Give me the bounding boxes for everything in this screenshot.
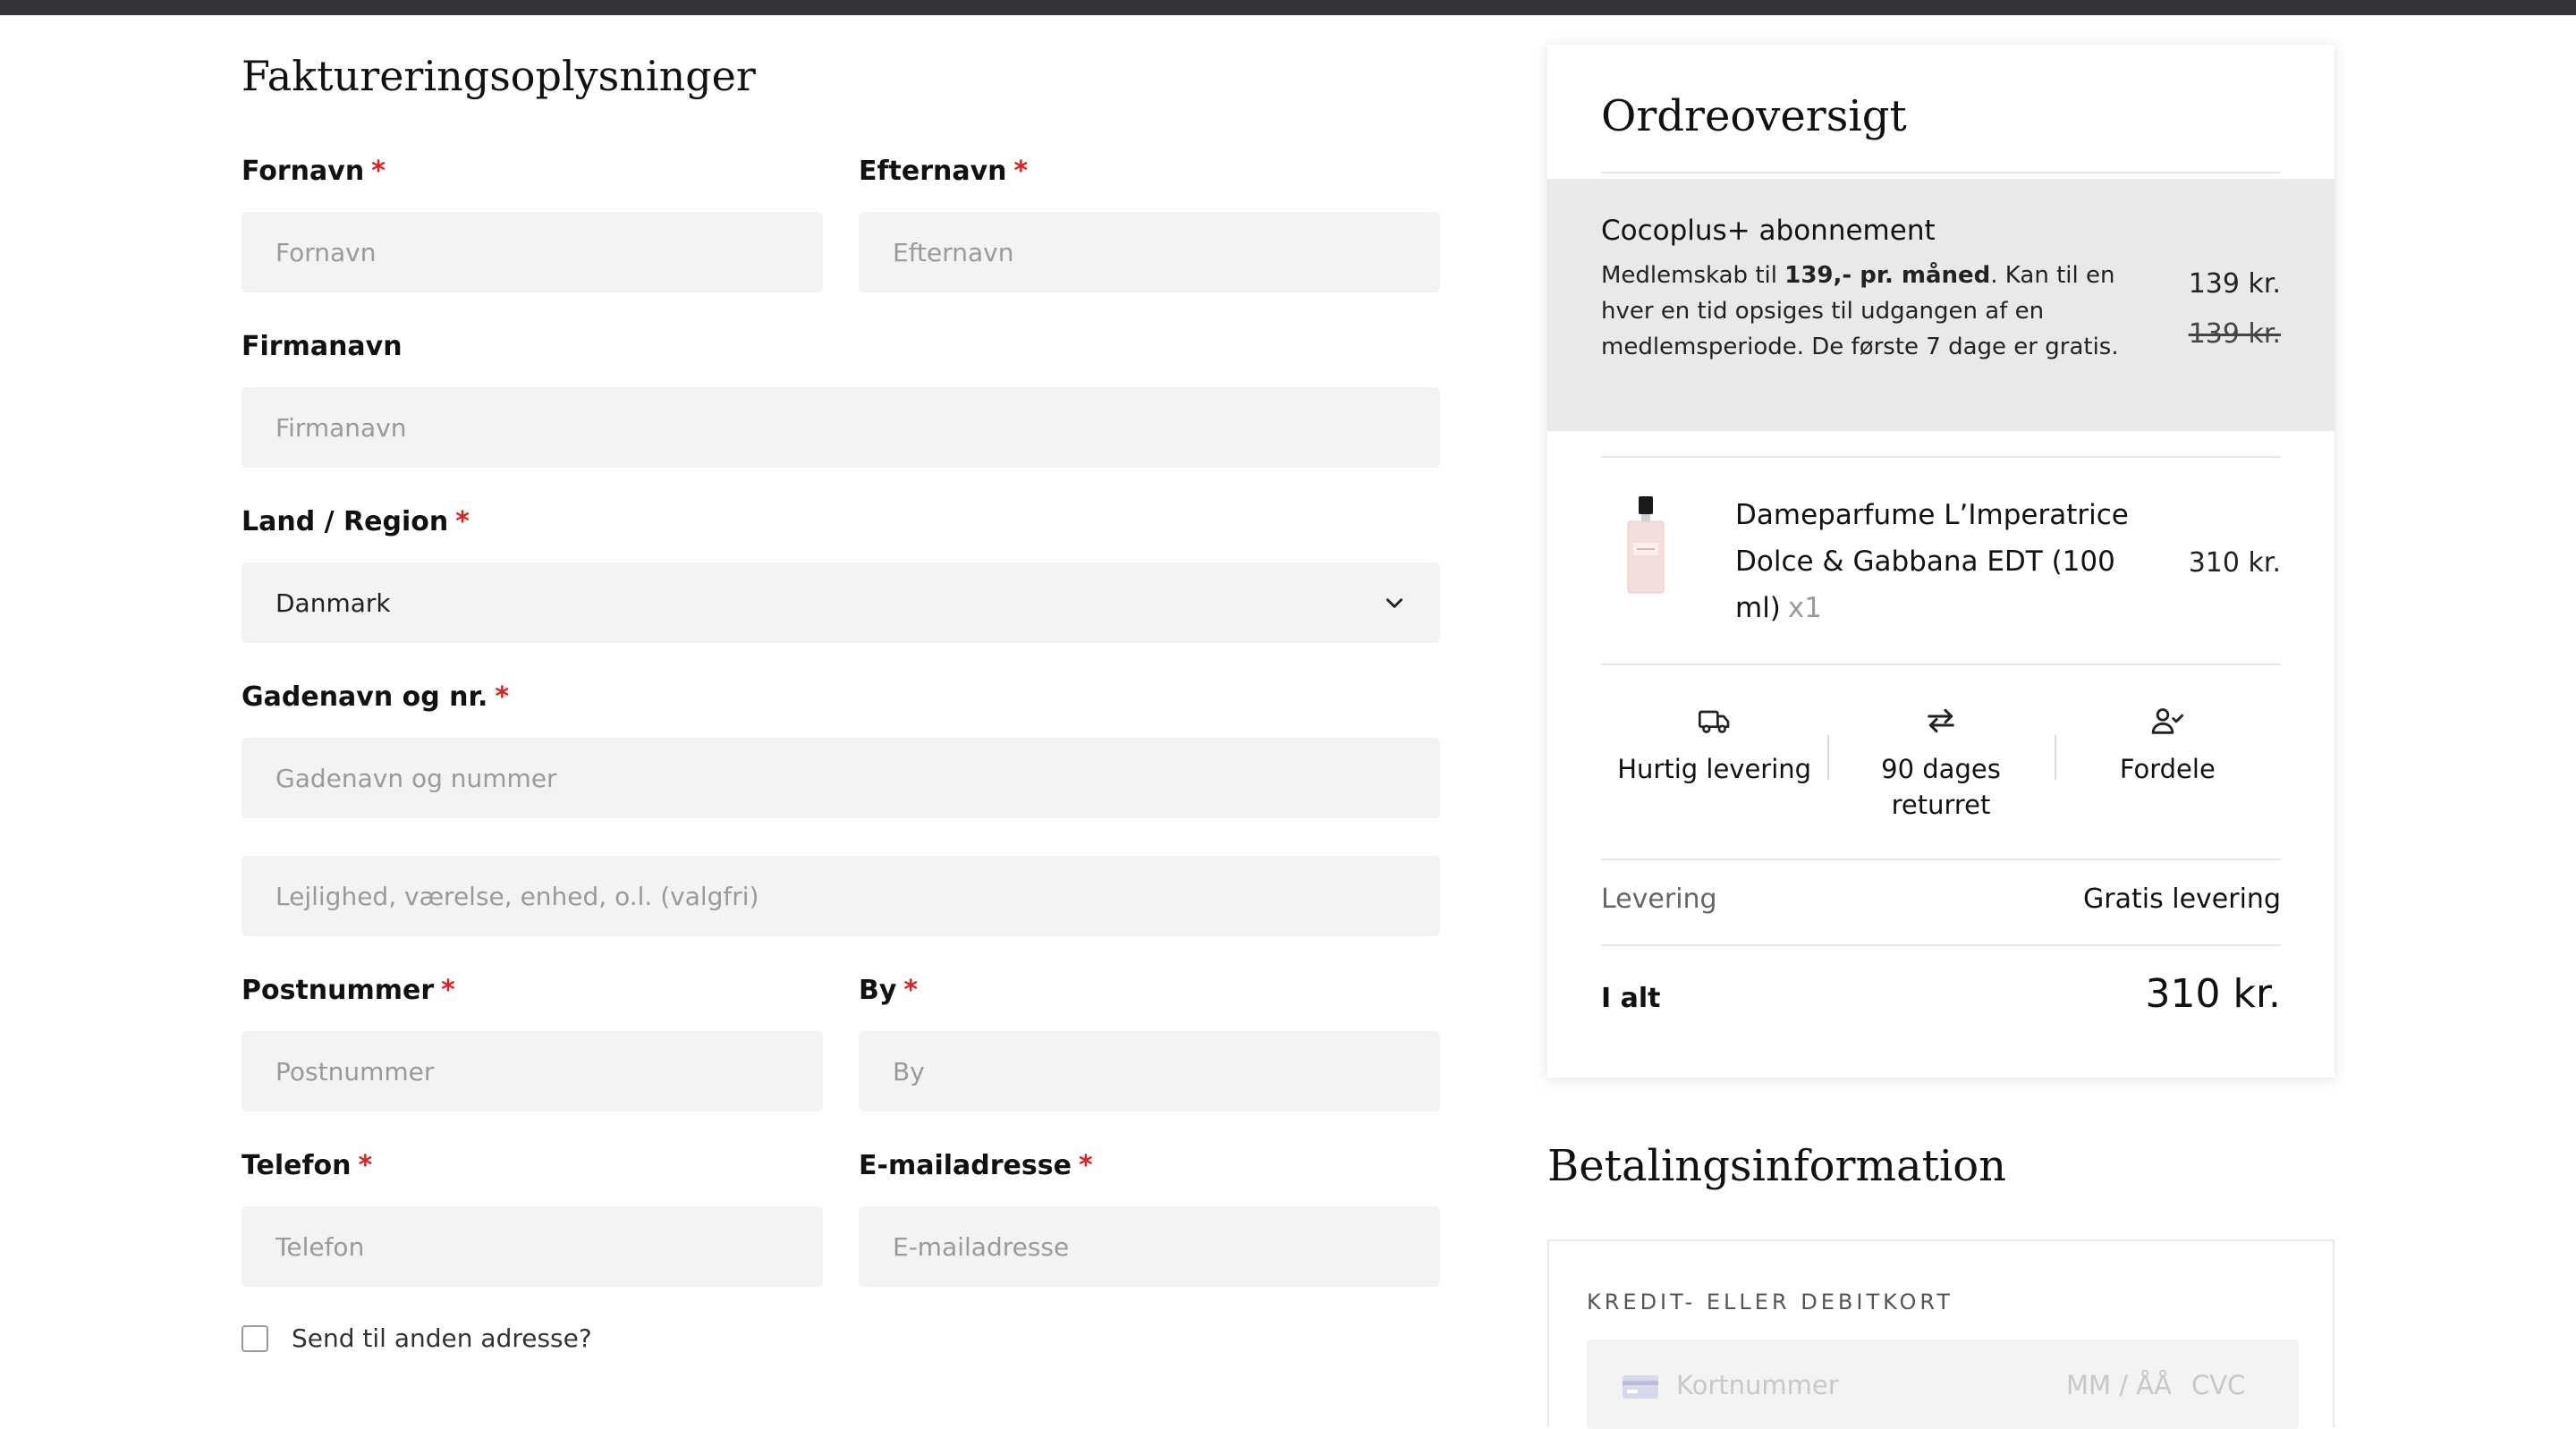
ship-elsewhere-checkbox[interactable] <box>242 1325 268 1352</box>
street-label: Gadenavn og nr. <box>242 681 488 713</box>
subscription-old-price: 139 kr. <box>2188 318 2281 350</box>
email-field <box>859 1148 1093 1184</box>
email-label: E-mailadresse <box>859 1150 1072 1181</box>
shipping-row <box>1601 884 2281 915</box>
arrows-exchange-icon <box>1923 703 1959 739</box>
billing-title: Faktureringsoplysninger <box>242 52 756 100</box>
postcode-input[interactable] <box>242 1031 823 1112</box>
credit-card-icon <box>1623 1375 1658 1399</box>
total-label: I alt <box>1601 983 1661 1014</box>
required-mark: * <box>441 975 455 1006</box>
divider <box>1601 172 2281 173</box>
email-input[interactable] <box>859 1206 1440 1287</box>
company-field <box>242 329 402 365</box>
feature-benefits <box>2055 698 2281 858</box>
truck-icon <box>1697 703 1733 739</box>
country-label: Land / Region <box>242 506 449 537</box>
feature-label: Fordele <box>2119 754 2216 784</box>
last-name-input[interactable] <box>859 212 1440 292</box>
card-section-label: KREDIT- ELLER DEBITKORT <box>1587 1289 1954 1315</box>
product-price: 310 kr. <box>2188 547 2281 579</box>
divider <box>1601 664 2281 665</box>
required-mark: * <box>903 975 919 1006</box>
shipping-value: Gratis levering <box>2083 884 2281 915</box>
subscription-price: 139 kr. <box>2188 268 2281 300</box>
first-name-input[interactable] <box>242 212 823 292</box>
country-field <box>242 504 470 618</box>
divider <box>1601 858 2281 860</box>
order-summary-title: Ordreoversigt <box>1601 91 1907 141</box>
total-value: 310 kr. <box>2145 971 2281 1017</box>
total-row <box>1601 971 2281 1017</box>
divider <box>1601 944 2281 946</box>
feature-label: 90 dages returret <box>1881 754 2001 820</box>
phone-input[interactable] <box>242 1206 823 1287</box>
card-cvc-placeholder[interactable]: CVC <box>2191 1370 2246 1400</box>
payment-title: Betalingsinformation <box>1547 1141 2007 1191</box>
city-label: By <box>859 975 897 1006</box>
order-summary <box>1547 45 2334 1078</box>
feature-label: Hurtig levering <box>1617 754 1812 784</box>
card-number-input[interactable] <box>1587 1340 2299 1429</box>
first-name-field <box>242 154 386 190</box>
subscription-desc-suffix: . Kan til en hver en tid opsiges til udgangen af en medlemsperiode. De første 7 dage er gratis. <box>1601 262 2119 360</box>
postcode-label: Postnummer <box>242 975 435 1006</box>
country-select[interactable] <box>242 562 1440 643</box>
last-name-label: Efternavn <box>859 156 1007 187</box>
product-name-text: Dameparfume L’Imperatrice Dolce & Gabbana EDT (100 ml) <box>1735 499 2129 624</box>
top-bar <box>0 0 2576 15</box>
street-field <box>242 680 509 715</box>
feature-returns <box>1827 698 2054 858</box>
product-name <box>1735 492 2156 631</box>
required-mark: * <box>1013 156 1029 187</box>
country-selected-value: Danmark <box>275 588 391 618</box>
divider <box>1601 456 2281 458</box>
company-input[interactable] <box>242 387 1440 468</box>
card-expiry-placeholder[interactable]: MM / ÅÅ <box>2066 1370 2172 1400</box>
chevron-down-icon <box>1383 591 1406 614</box>
required-mark: * <box>455 506 470 537</box>
first-name-label: Fornavn <box>242 156 365 187</box>
city-field <box>859 973 918 1009</box>
subscription-description <box>1601 258 2147 365</box>
phone-field <box>242 1148 372 1184</box>
subscription-desc-price: 139,- pr. måned <box>1784 262 1991 289</box>
subscription-desc-prefix: Medlemskab til <box>1601 262 1785 289</box>
phone-label: Telefon <box>242 1150 352 1181</box>
user-check-icon <box>2149 703 2185 739</box>
ship-elsewhere-row[interactable] <box>242 1323 592 1353</box>
subscription-name: Cocoplus+ abonnement <box>1601 215 1936 247</box>
street-input[interactable] <box>242 738 1440 818</box>
card-number-placeholder: Kortnummer <box>1676 1370 1839 1400</box>
perfume-bottle-image <box>1624 496 1667 595</box>
required-mark: * <box>1078 1150 1093 1181</box>
city-input[interactable] <box>859 1031 1440 1112</box>
last-name-field <box>859 154 1028 190</box>
payment-box <box>1547 1239 2334 1427</box>
required-mark: * <box>371 156 386 187</box>
feature-list <box>1601 698 2281 858</box>
product-quantity: x1 <box>1787 592 1822 624</box>
required-mark: * <box>358 1150 373 1181</box>
company-label: Firmanavn <box>242 331 402 362</box>
subscription-item <box>1547 179 2334 431</box>
feature-fast-delivery <box>1601 698 1827 858</box>
ship-elsewhere-label[interactable]: Send til anden adresse? <box>292 1323 592 1353</box>
shipping-label: Levering <box>1601 884 1717 915</box>
apartment-input[interactable] <box>242 856 1440 936</box>
required-mark: * <box>495 681 510 713</box>
postcode-field <box>242 973 455 1009</box>
